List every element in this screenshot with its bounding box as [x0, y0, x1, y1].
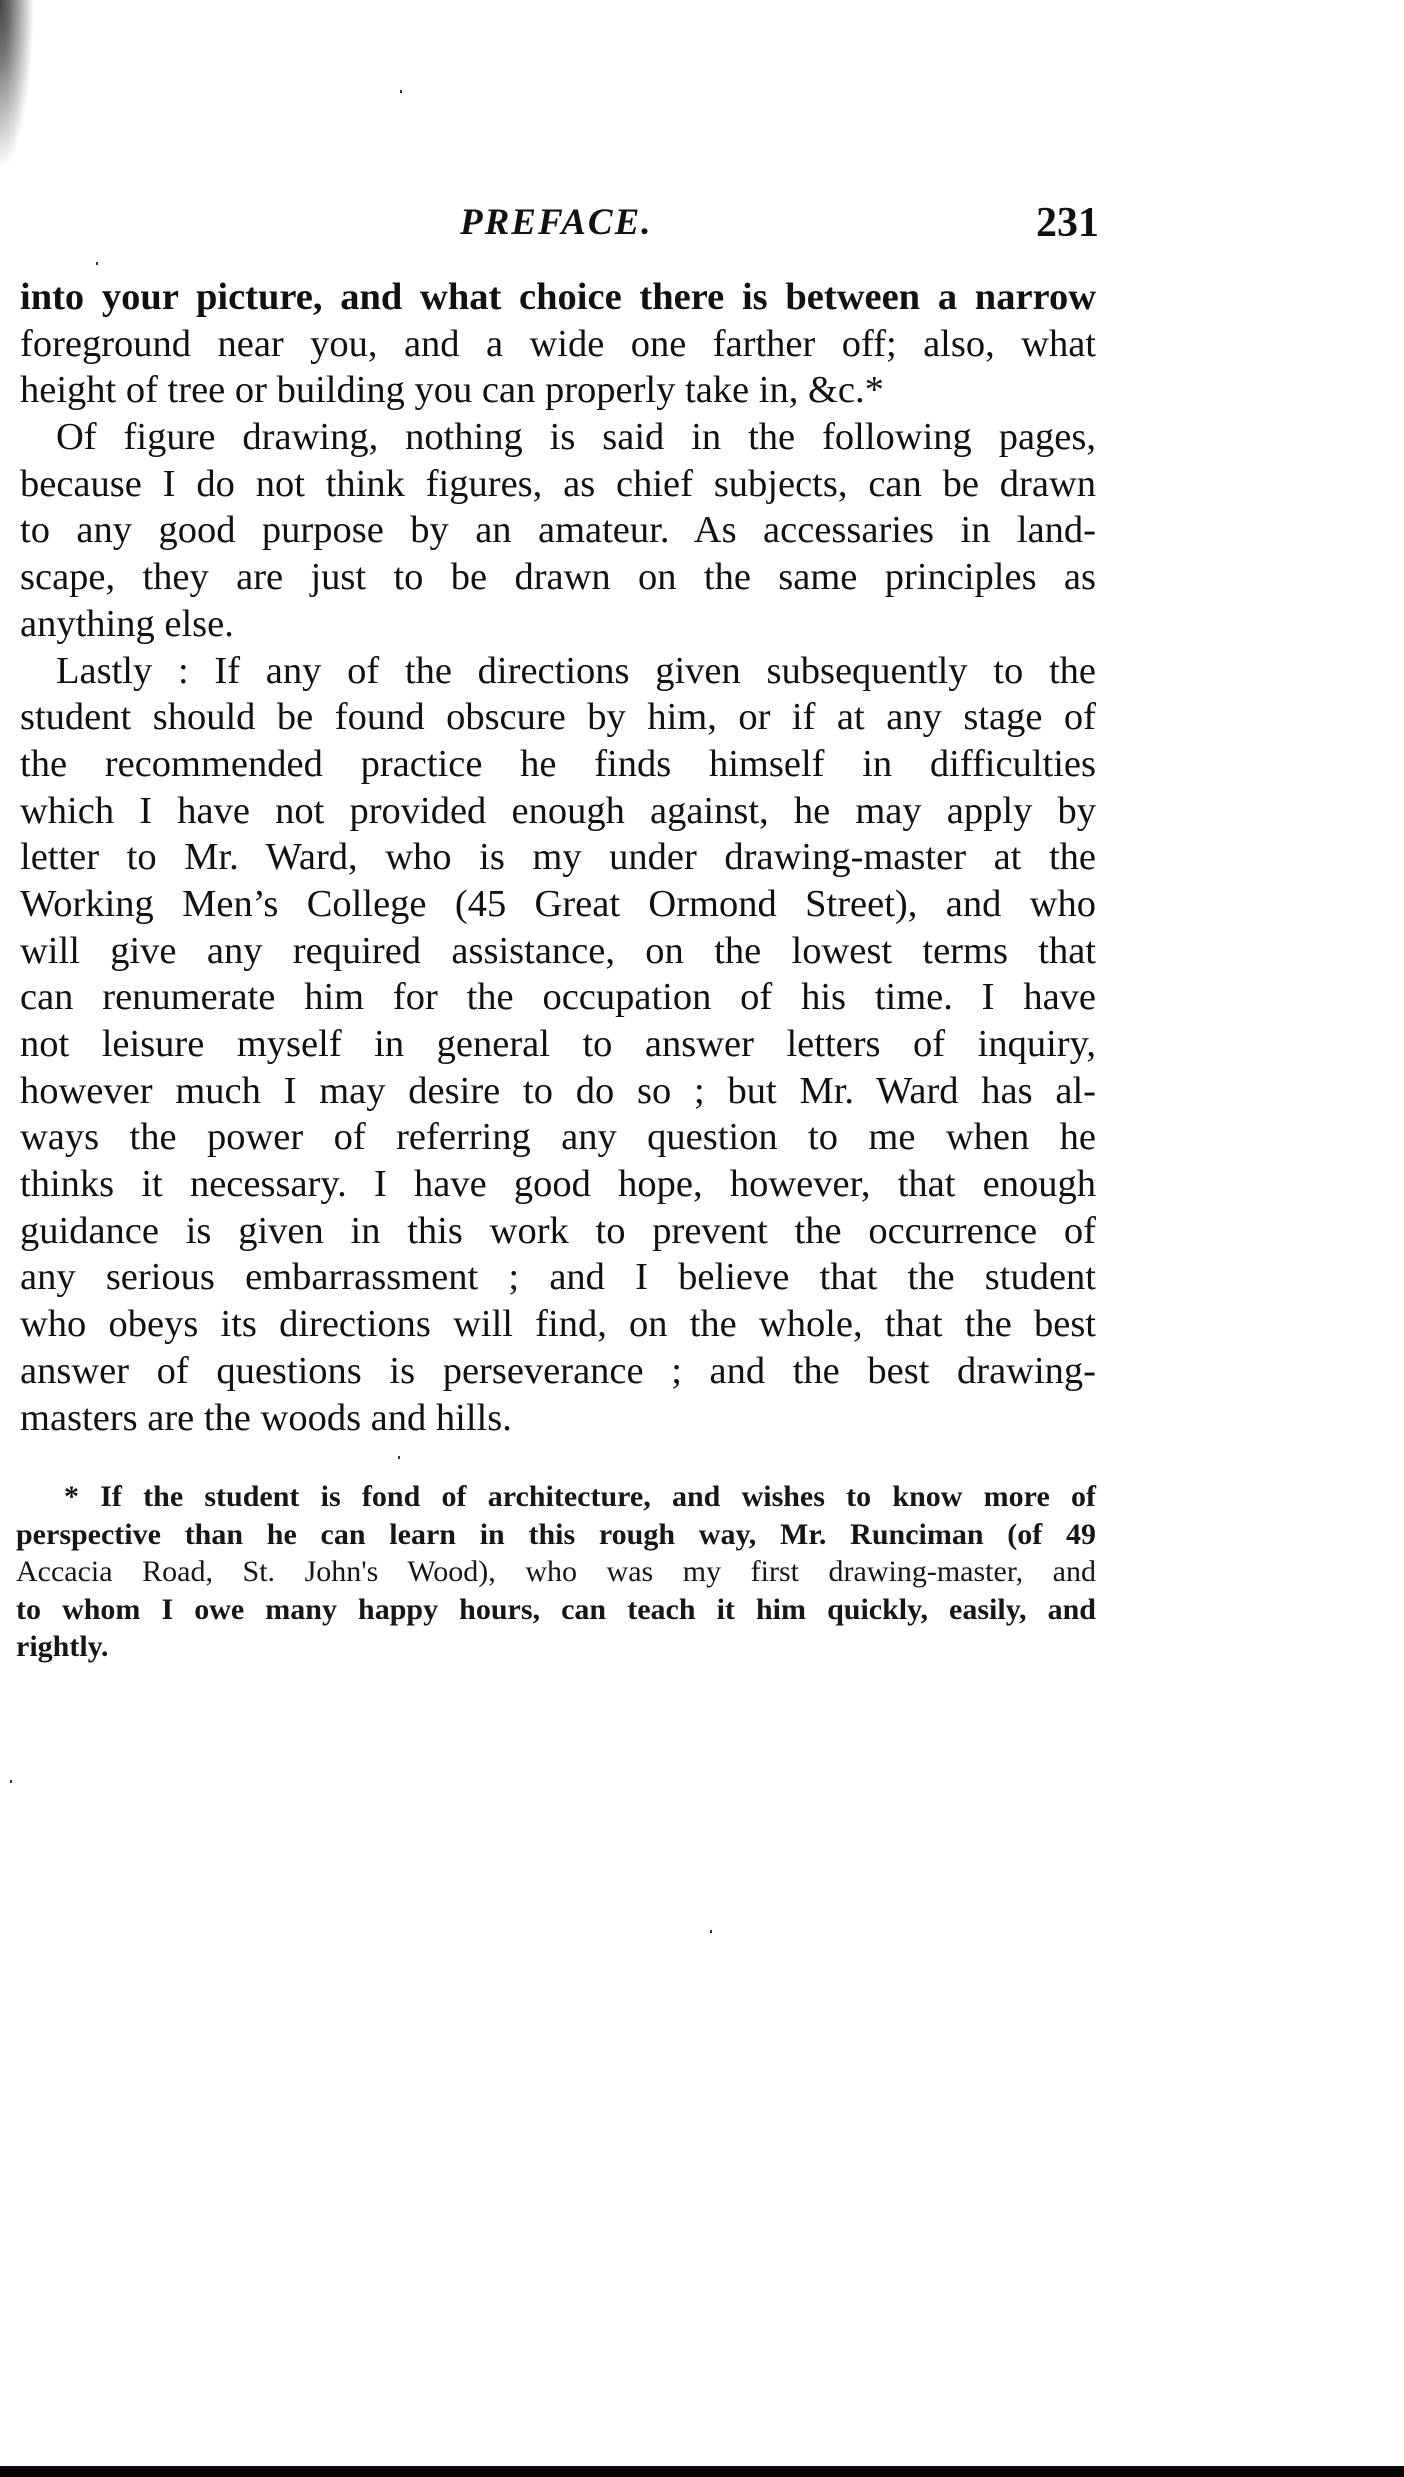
- running-title: PREFACE.: [460, 202, 653, 243]
- footnote-line: perspective than he can learn in this rough way, Mr. Runciman (of 49: [16, 1517, 1096, 1551]
- body-line: guidance is given in this work to prevent the occurrence of: [20, 1209, 1096, 1252]
- scan-speck: [10, 1780, 12, 1783]
- scan-speck: [398, 1456, 400, 1459]
- body-text: [20, 274, 1096, 1441]
- scan-bottom-edge: [0, 2466, 1404, 2477]
- paragraph-start-line: Of figure drawing, nothing is said in the following pages,: [56, 416, 1096, 459]
- footnote-line: to whom I owe many happy hours, can teach it him quickly, easily, and: [16, 1592, 1096, 1626]
- body-line: anything else.: [20, 602, 234, 645]
- body-line: any serious embarrassment ; and I believe that the student: [20, 1256, 1096, 1299]
- body-line: foreground near you, and a wide one farther off; also, what: [20, 322, 1096, 365]
- body-line: masters are the woods and hills.: [20, 1396, 512, 1439]
- body-line: scape, they are just to be drawn on the same principles as: [20, 556, 1096, 599]
- footnote-line: rightly.: [16, 1630, 109, 1663]
- scan-speck: [710, 1930, 712, 1933]
- running-head: [0, 200, 1404, 246]
- scan-shadow-corner: [0, 0, 40, 200]
- body-line: will give any required assistance, on the lowest terms that: [20, 929, 1096, 972]
- body-line: student should be found obscure by him, or if at any stage of: [20, 696, 1096, 739]
- body-line: which I have not provided enough against, he may apply by: [20, 789, 1096, 832]
- page-number: 231: [1036, 200, 1099, 246]
- paragraph-start-line: Lastly : If any of the directions given subsequently to the: [56, 649, 1096, 692]
- body-line: however much I may desire to do so ; but Mr. Ward has al-: [20, 1069, 1096, 1112]
- body-line: letter to Mr. Ward, who is my under drawing-master at the: [20, 836, 1096, 879]
- body-line: the recommended practice he finds himself in difficulties: [20, 742, 1096, 785]
- body-line: ways the power of referring any question to me when he: [20, 1116, 1096, 1159]
- body-line: because I do not think figures, as chief subjects, can be drawn: [20, 462, 1096, 505]
- body-line: not leisure myself in general to answer letters of inquiry,: [20, 1023, 1096, 1065]
- body-line: to any good purpose by an amateur. As accessaries in land-: [20, 509, 1096, 552]
- body-line: into your picture, and what choice there is between a narrow: [20, 276, 1096, 318]
- body-line: Working Men’s College (45 Great Ormond Street), and who: [20, 882, 1096, 925]
- footnote: [16, 1478, 1096, 1666]
- scan-speck: [96, 262, 98, 265]
- footnote-line: * If the student is fond of architecture, and wishes to know more of: [64, 1480, 1096, 1513]
- body-line: thinks it necessary. I have good hope, however, that enough: [20, 1163, 1096, 1206]
- body-line: can renumerate him for the occupation of his time. I have: [20, 976, 1096, 1019]
- footnote-line: Accacia Road, St. John's Wood), who was my first drawing-master, and: [16, 1555, 1096, 1588]
- scan-speck: [400, 90, 402, 93]
- body-line: height of tree or building you can properly take in, &c.*: [20, 369, 884, 412]
- body-line: answer of questions is perseverance ; and the best drawing-: [20, 1349, 1096, 1392]
- body-line: who obeys its directions will find, on the whole, that the best: [20, 1303, 1096, 1346]
